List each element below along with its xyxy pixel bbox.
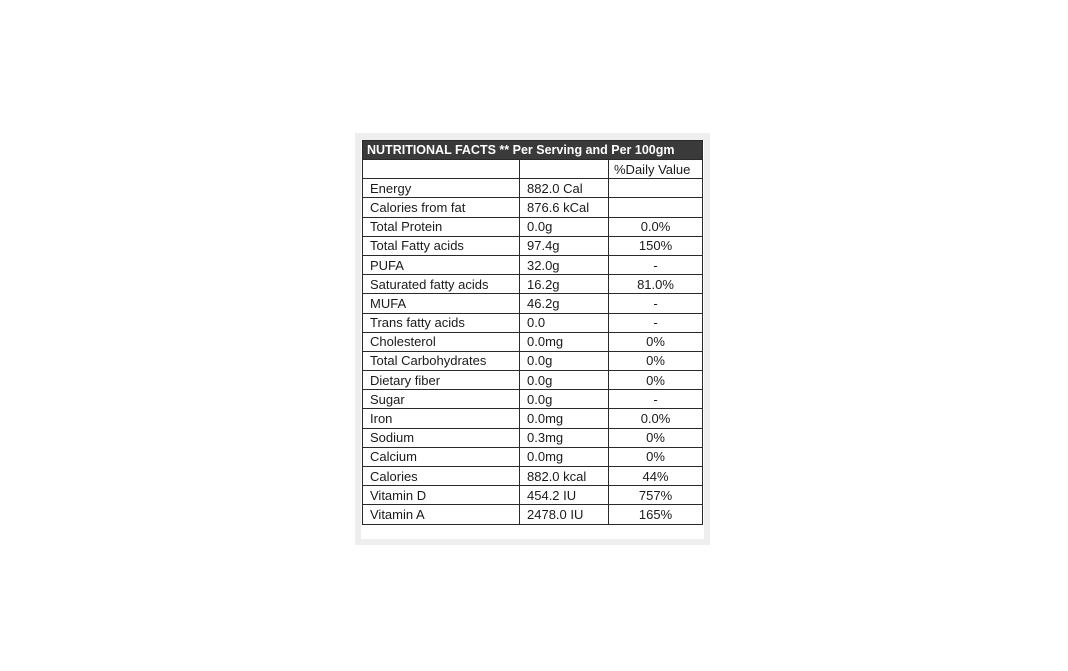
nutrient-cell: Energy [363, 179, 520, 198]
table-row [363, 275, 703, 294]
table-title-row [363, 141, 703, 160]
daily-value-cell: 44% [609, 467, 703, 486]
nutrient-cell: Calories from fat [363, 198, 520, 217]
nutrient-cell: Vitamin A [363, 505, 520, 524]
amount-cell: 454.2 IU [520, 486, 609, 505]
table-row [363, 294, 703, 313]
daily-value-cell: 0% [609, 332, 703, 351]
table-row [363, 313, 703, 332]
table-row [363, 390, 703, 409]
nutrient-cell: MUFA [363, 294, 520, 313]
daily-value-cell: - [609, 390, 703, 409]
header-nutrient [363, 160, 520, 179]
amount-cell: 97.4g [520, 236, 609, 255]
daily-value-cell: 0% [609, 371, 703, 390]
amount-cell: 0.3mg [520, 428, 609, 447]
daily-value-cell: 150% [609, 236, 703, 255]
nutrient-cell: Sodium [363, 428, 520, 447]
amount-cell: 16.2g [520, 275, 609, 294]
table-title: NUTRITIONAL FACTS ** Per Serving and Per 100gm [363, 141, 703, 160]
table-row [363, 505, 703, 524]
amount-cell: 0.0mg [520, 447, 609, 466]
amount-cell: 0.0mg [520, 332, 609, 351]
daily-value-cell: - [609, 313, 703, 332]
daily-value-cell [609, 179, 703, 198]
daily-value-cell: - [609, 294, 703, 313]
daily-value-cell: 0% [609, 428, 703, 447]
daily-value-cell: - [609, 255, 703, 274]
nutrient-cell: Trans fatty acids [363, 313, 520, 332]
amount-cell: 32.0g [520, 255, 609, 274]
nutrient-cell: Calcium [363, 447, 520, 466]
table-row [363, 428, 703, 447]
amount-cell: 0.0g [520, 390, 609, 409]
nutrient-cell: Calories [363, 467, 520, 486]
nutrient-cell: Total Protein [363, 217, 520, 236]
daily-value-cell: 0% [609, 447, 703, 466]
header-amount [520, 160, 609, 179]
amount-cell: 2478.0 IU [520, 505, 609, 524]
table-row [363, 409, 703, 428]
nutrient-cell: Sugar [363, 390, 520, 409]
table-row [363, 447, 703, 466]
table-row [363, 198, 703, 217]
amount-cell: 876.6 kCal [520, 198, 609, 217]
daily-value-cell: 0.0% [609, 217, 703, 236]
table-row [363, 371, 703, 390]
table-row [363, 179, 703, 198]
nutrient-cell: Total Carbohydrates [363, 351, 520, 370]
nutrient-cell: Total Fatty acids [363, 236, 520, 255]
nutrition-facts-table [362, 140, 703, 525]
nutrient-cell: Dietary fiber [363, 371, 520, 390]
nutrient-cell: PUFA [363, 255, 520, 274]
daily-value-cell: 0.0% [609, 409, 703, 428]
table-row [363, 255, 703, 274]
daily-value-cell: 757% [609, 486, 703, 505]
amount-cell: 0.0g [520, 217, 609, 236]
table-row [363, 351, 703, 370]
daily-value-cell: 165% [609, 505, 703, 524]
nutrient-cell: Iron [363, 409, 520, 428]
daily-value-cell [609, 198, 703, 217]
table-row [363, 467, 703, 486]
daily-value-cell: 81.0% [609, 275, 703, 294]
amount-cell: 0.0g [520, 371, 609, 390]
table-row [363, 486, 703, 505]
nutrient-cell: Vitamin D [363, 486, 520, 505]
nutrient-cell: Saturated fatty acids [363, 275, 520, 294]
amount-cell: 882.0 Cal [520, 179, 609, 198]
daily-value-cell: 0% [609, 351, 703, 370]
amount-cell: 882.0 kcal [520, 467, 609, 486]
amount-cell: 0.0 [520, 313, 609, 332]
amount-cell: 0.0mg [520, 409, 609, 428]
nutrition-facts-body [363, 141, 703, 525]
amount-cell: 0.0g [520, 351, 609, 370]
table-header-row [363, 160, 703, 179]
table-row [363, 236, 703, 255]
amount-cell: 46.2g [520, 294, 609, 313]
table-row [363, 217, 703, 236]
nutrient-cell: Cholesterol [363, 332, 520, 351]
header-daily-value: %Daily Value [609, 160, 703, 179]
table-row [363, 332, 703, 351]
